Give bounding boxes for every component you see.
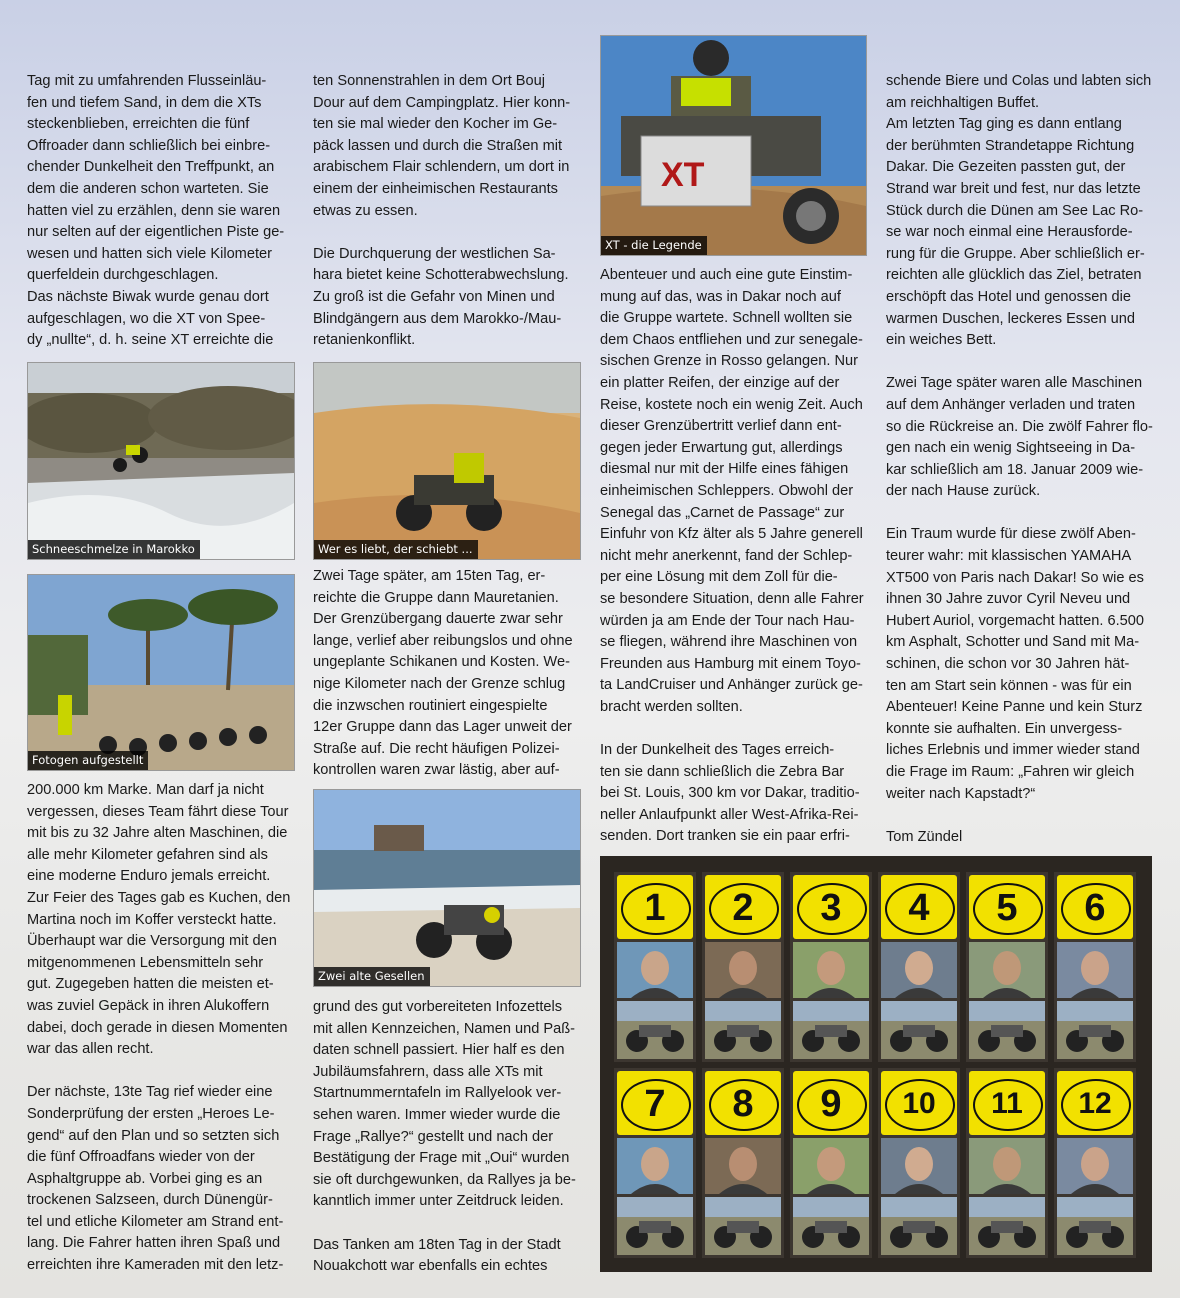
rider-card-10	[878, 1068, 960, 1258]
rider-motorcycle	[793, 1001, 869, 1059]
rider-card-8	[702, 1068, 784, 1258]
author: Tom Zündel	[886, 828, 963, 845]
rider-motorcycle	[705, 1001, 781, 1059]
start-number: 11	[991, 1087, 1023, 1120]
start-number-plate	[881, 1071, 957, 1135]
start-number: 10	[902, 1087, 936, 1120]
column-2-top	[313, 71, 583, 352]
case-logo: XT	[661, 156, 705, 194]
rider-card-2	[702, 872, 784, 1062]
rider-motorcycle	[617, 1001, 693, 1059]
photo-beach	[313, 789, 581, 987]
rider-portrait	[881, 1138, 957, 1194]
paragraph: ten Sonnenstrahlen in dem Ort Bouj Dour auf dem Campingplatz. Hier konn- ten sie mal wieder den Kocher im Ge- päck lassen und durch die Straßen mit arabischem Flair schlendern, um dort in einem der einheimischen Restaurants etwas zu essen.	[313, 73, 571, 219]
waterfall-image	[28, 363, 294, 559]
start-number-plate	[705, 875, 781, 939]
photo-caption: Schneeschmelze in Marokko	[28, 540, 200, 559]
rider-card-4	[878, 872, 960, 1062]
paragraph: Abenteuer und auch eine gute Einstim- mung auf das, was in Dakar noch auf die Gruppe wartete. Schnell wollten sie dem Chaos entfliehen und zur senegale- sischen Grenze in Rosso gelangen. Nur ein platter Reifen, der einzige auf der Reise, kostete noch ein wenig Zeit. Auch dieser Grenzübertritt verlief dann ent- gegen jeder Erwartung gut, allerdings diesmal nur mit der Hilfe eines fähigen einheimischen Schleppers. Obwohl der Senegal das „Carnet de Passage“ zur Einfuhr von Kfz älter als 5 Jahre generell nicht mehr anerkennt, fand der Schlep- per eine Lösung mit dem Zoll für die- se besondere Situation, denn alle Fahrer würden ja am Ende der Tour nach Hau- se fliegen, während ihre Maschinen von Freunden aus Hamburg mit einem Toyo- ta LandCruiser und Anhänger zurück ge- bracht werden sollten.	[600, 267, 864, 715]
rider-motorcycle	[881, 1001, 957, 1059]
photo-caption: Fotogen aufgestellt	[28, 751, 148, 770]
start-number-plate	[881, 875, 957, 939]
column-1-top	[27, 71, 297, 352]
rider-portrait	[881, 942, 957, 998]
rider-card-11	[966, 1068, 1048, 1258]
start-number-plate	[793, 875, 869, 939]
rider-portrait	[705, 1138, 781, 1194]
start-number-plate	[1057, 875, 1133, 939]
desert-image	[314, 363, 580, 559]
photo-waterfall	[27, 362, 295, 560]
start-number-plate	[617, 875, 693, 939]
rider-motorcycle	[969, 1197, 1045, 1255]
column-2-middle	[313, 566, 583, 782]
rider-motorcycle	[969, 1001, 1045, 1059]
photo-palms	[27, 574, 295, 771]
photo-caption: Wer es liebt, der schiebt ...	[314, 540, 478, 559]
rider-number-grid	[600, 856, 1152, 1272]
paragraph: Die Durchquerung der westlichen Sa- hara bietet keine Schotterabwechslung. Zu groß ist die Gefahr von Minen und Blindgängern aus dem Marokko-/Mau- retanienkonflikt.	[313, 245, 569, 349]
rider-motorcycle	[881, 1197, 957, 1255]
column-4	[886, 71, 1166, 848]
start-number-plate	[617, 1071, 693, 1135]
start-number: 6	[1084, 887, 1106, 929]
start-number-plate	[705, 1071, 781, 1135]
start-number: 4	[908, 887, 930, 929]
paragraph: grund des gut vorbereiteten Infozettels mit allen Kennzeichen, Namen und Paß- daten schnell passiert. Hier half es den Jubiläumsfahrern, dass alle XTs mit Startnummerntafeln im Rallyelook ver- sehen waren. Immer wieder wurde die Frage „Rallye?“ gestellt und nach der Bestätigung der Frage mit „Oui“ wurden sie oft durchgewunken, da Rallyes ja be- kanntlich immer unter Zeitdruck leiden.	[313, 999, 576, 1210]
rider-card-7	[614, 1068, 696, 1258]
rider-card-3	[790, 872, 872, 1062]
start-number: 12	[1078, 1087, 1112, 1120]
paragraph: Tag mit zu umfahrenden Flusseinläu- fen und tiefem Sand, in dem die XTs steckenblieben, erreichten die fünf Offroader dann schließlich bei einbre- chender Dunkelheit den Treffpunkt, an dem die anderen schon warteten. Sie hatten viel zu erzählen, denn sie waren nur selten auf der eigentlichen Piste ge- wesen und hatten sich viele Kilometer querfeldein durchgeschlagen. Das nächste Biwak wurde genau dort aufgeschlagen, wo die XT von Spee- dy „nullte“, d. h. seine XT erreichte die	[27, 73, 285, 349]
paragraph: Das Tanken am 18ten Tag in der Stadt Nouakchott war ebenfalls ein echtes	[313, 1236, 561, 1275]
rider-card-9	[790, 1068, 872, 1258]
rider-portrait	[793, 942, 869, 998]
photo-desert	[313, 362, 581, 560]
start-number: 5	[996, 887, 1018, 929]
column-1-bottom	[27, 780, 297, 1277]
paragraph: In der Dunkelheit des Tages erreich- ten sie dann schließlich die Zebra Bar bei St. Louis, 300 km vor Dakar, traditio- neller Anlaufpunkt aller West-Afrika-Rei- senden. Dort tranken sie ein paar erfri-	[600, 742, 860, 845]
rider-portrait	[705, 942, 781, 998]
rider-portrait	[1057, 1138, 1133, 1194]
rider-portrait	[617, 942, 693, 998]
start-number: 2	[732, 887, 754, 929]
start-number: 8	[732, 1083, 754, 1125]
rider-portrait	[1057, 942, 1133, 998]
paragraph: Ein Traum wurde für diese zwölf Aben- teurer wahr: mit klassischen YAMAHA XT500 von Paris nach Dakar! So wie es ihnen 30 Jahre zuvor Cyril Neveu und Hubert Auriol, vorgemacht hatten. 6.500 km Asphalt, Schotter und Sand mit Ma- schinen, die schon vor 30 Jahren hät- ten am Start sein können - was für ein Abenteuer! Keine Panne und kein Sturz konnte sie aufhalten. Ein unvergess- liches Erlebnis und immer wieder stand die Frage im Raum: „Fahren wir gleich weiter nach Kapstadt?“	[886, 526, 1144, 802]
start-number-plate	[969, 875, 1045, 939]
rider-card-6	[1054, 872, 1136, 1062]
paragraph: 200.000 km Marke. Man darf ja nicht vergessen, dieses Team fährt diese Tour mit bis zu 32 Jahre alten Maschinen, die alle mehr Kilometer gefahren sind als eine moderne Enduro jemals erreicht. Zur Feier des Tages gab es Kuchen, den Martina noch im Koffer versteckt hatte. Überhaupt war die Versorgung mit den mitgenommenen Lebensmitteln sehr gut. Zugegeben hatten die meisten et- was zuviel Gepäck in ihren Alukoffern dabei, doch gerade in diesen Momenten war das allen recht.	[27, 782, 291, 1058]
rider-portrait	[793, 1138, 869, 1194]
rider-motorcycle	[1057, 1197, 1133, 1255]
column-2-bottom	[313, 997, 583, 1278]
rider-image	[601, 36, 866, 255]
start-number-plate	[969, 1071, 1045, 1135]
photo-caption: Zwei alte Gesellen	[314, 967, 430, 986]
start-number-plate	[1057, 1071, 1133, 1135]
rider-portrait	[969, 1138, 1045, 1194]
rider-portrait	[617, 1138, 693, 1194]
start-number: 7	[644, 1083, 666, 1125]
start-number: 9	[820, 1083, 842, 1125]
rider-motorcycle	[617, 1197, 693, 1255]
start-number: 1	[644, 887, 666, 929]
paragraph: Zwei Tage später waren alle Maschinen auf dem Anhänger verladen und traten so die Rückreise an. Die zwölf Fahrer flo- gen nach ein wenig Sightseeing in Da- kar schließlich am 18. Januar 2009 wie- der nach Hause zurück.	[886, 375, 1153, 500]
rider-portrait	[969, 942, 1045, 998]
column-3	[600, 265, 870, 848]
paragraph: Zwei Tage später, am 15ten Tag, er- reichte die Gruppe dann Mauretanien. Der Grenzübergang dauerte zwar sehr lange, verlief aber reibungslos und ohne ungeplante Schikanen und Kosten. We- nige Kilometer nach der Grenze schlug die inzwschen routiniert eingespielte 12er Gruppe dann das Lager unweit der Straße auf. Die recht häufigen Polizei- kontrollen waren zwar lästig, aber auf-	[313, 568, 573, 779]
rider-motorcycle	[1057, 1001, 1133, 1059]
palms-image	[28, 575, 294, 770]
start-number: 3	[820, 887, 842, 929]
beach-image	[314, 790, 580, 986]
rider-motorcycle	[793, 1197, 869, 1255]
photo-caption: XT - die Legende	[601, 236, 707, 255]
paragraph: Der nächste, 13te Tag rief wieder eine Sonderprüfung der ersten „Heroes Le- gend“ auf den Plan und so setzten sich die fünf Offroadfans wieder von der Asphaltgruppe ab. Vorbei ging es an trockenen Salzseen, durch Dünengür- tel und etliche Kilometer am Strand ent- lang. Die Fahrer hatten ihren Spaß und erreichten ihre Kameraden mit den letz-	[27, 1084, 284, 1274]
photo-rider	[600, 35, 867, 256]
rider-card-5	[966, 872, 1048, 1062]
paragraph: schende Biere und Colas und labten sich am reichhaltigen Buffet. Am letzten Tag ging es dann entlang der berühmten Strandetappe Richtung Dakar. Die Gezeiten passten gut, der Strand war breit und fest, nur das letzte Stück durch die Dünen am See Lac Ro- se war noch einmal eine Herausforde- rung für die Gruppe. Aber schließlich er- reichten alle glücklich das Ziel, betraten erschöpft das Hotel und genossen die warmen Duschen, leckeres Essen und ein weiches Bett.	[886, 73, 1152, 349]
rider-card-1	[614, 872, 696, 1062]
start-number-plate	[793, 1071, 869, 1135]
rider-card-12	[1054, 1068, 1136, 1258]
rider-motorcycle	[705, 1197, 781, 1255]
